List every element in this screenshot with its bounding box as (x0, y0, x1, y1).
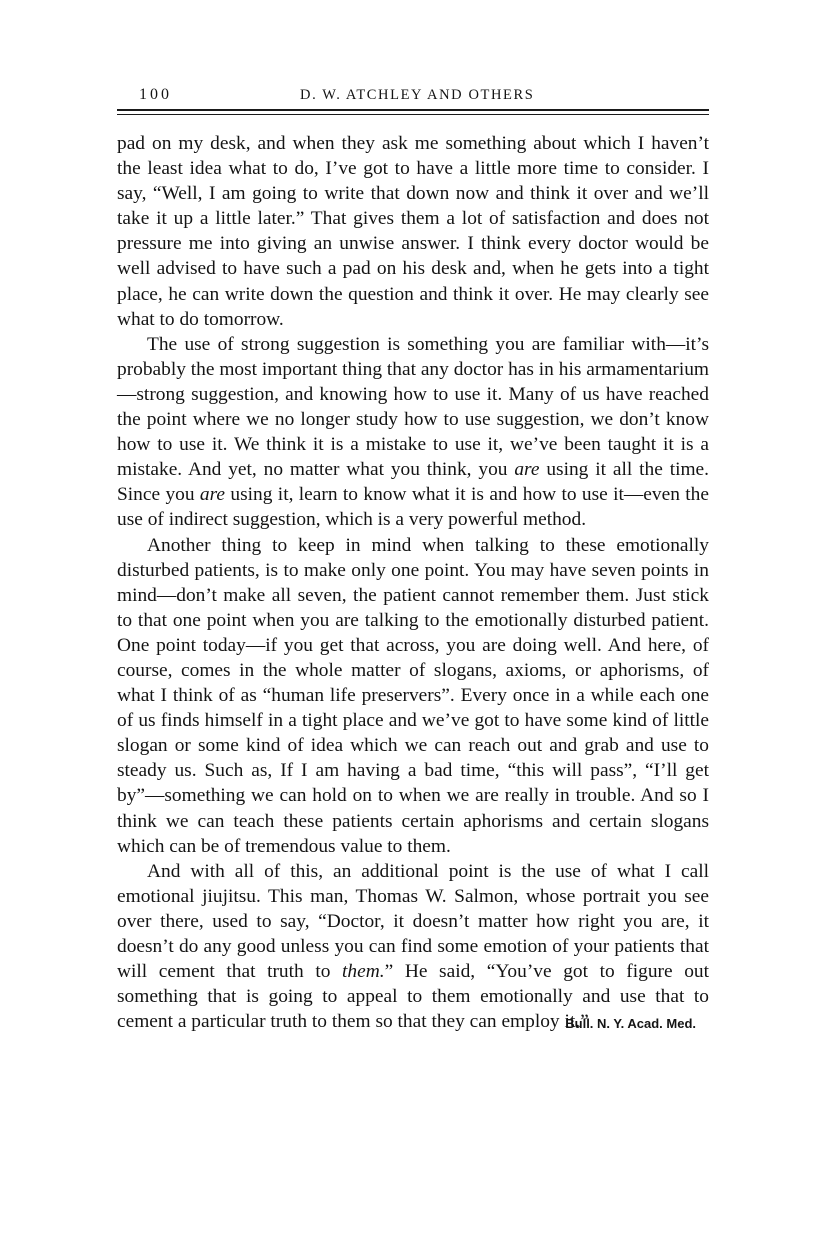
paragraph-4 (117, 859, 709, 1035)
journal-footer: Bull. N. Y. Acad. Med. (565, 1016, 696, 1031)
paragraph-4-emphasis: them. (342, 961, 385, 983)
running-head: D. W. ATCHLEY AND OTHERS (300, 87, 535, 103)
article-body (117, 131, 709, 1034)
paragraph-4-text-b: ” He said, “You’ve got to figure out something that is going to appeal to them emotionally and use that to cement a particular truth to them so that they can employ it.” (117, 961, 709, 1033)
header-rule-thin (117, 114, 709, 115)
header-rule-thick (117, 109, 709, 111)
paragraph-2 (117, 332, 709, 533)
paragraph-2-text-a: The use of strong suggestion is something you are familiar with—it’s probably the most important thing that any doctor has in his armamentarium—strong suggestion, and knowing how to use it. Many of us have reached the point where we no longer study how to use suggestion, we don’t know how to use it. We think it is a mistake to use it, we’ve been taught it is a mistake. And yet, no matter what you think, you (117, 333, 709, 481)
paragraph-3: Another thing to keep in mind when talking to these emotionally disturbed patients, is to make only one point. You may have seven points in mind—don’t make all seven, the patient cannot remember them. Just stick to that one point when you are talking to the emotionally disturbed patient. One point today—if you get that across, you are doing well. And here, of course, comes in the whole matter of slogans, axioms, or aphorisms, of what I think of as “human life preservers”. Every once in a while each one of us finds himself in a tight place and we’ve got to have some kind of little slogan or some kind of idea which we can reach out and grab and use to steady us. Such as, If I am having a bad time, “this will pass”, “I’ll get by”—something we can hold on to when we are really in trouble. And so I think we can teach these patients certain aphorisms and certain slogans which can be of tremendous value to them. (117, 534, 709, 857)
paragraph-2-emphasis-a: are (514, 459, 540, 481)
paragraph-2-text-b: using it all the time. Since you (117, 459, 710, 506)
paragraph-2-emphasis-b: are (199, 484, 226, 506)
page-header (117, 86, 709, 108)
paragraph-1: pad on my desk, and when they ask me something about which I haven’t the least idea what to do, I’ve got to have a little more time to consider. I say, “Well, I am going to write that down now and think it over and we’ll take it up a little later.” That gives them a lot of satisfaction and does not pressure me into giving an unwise answer. I think every doctor would be well advised to have such a pad on his desk and, when he gets into a tight place, he can write down the question and think it over. He may clearly see what to do tomorrow. (117, 133, 709, 330)
page-number: 100 (139, 86, 172, 103)
paragraph-2-text-c: using it, learn to know what it is and how to use it—even the use of indirect suggestion, which is a very powerful method. (117, 484, 709, 531)
paragraph-4-text-a: And with all of this, an additional point is the use of what I call emotional jiujitsu. This man, Thomas W. Salmon, whose portrait you see over there, used to say, “Doctor, it doesn’t matter how right you are, it doesn’t do any good unless you can find some emotion of your patients that will cement that truth to (117, 860, 709, 983)
